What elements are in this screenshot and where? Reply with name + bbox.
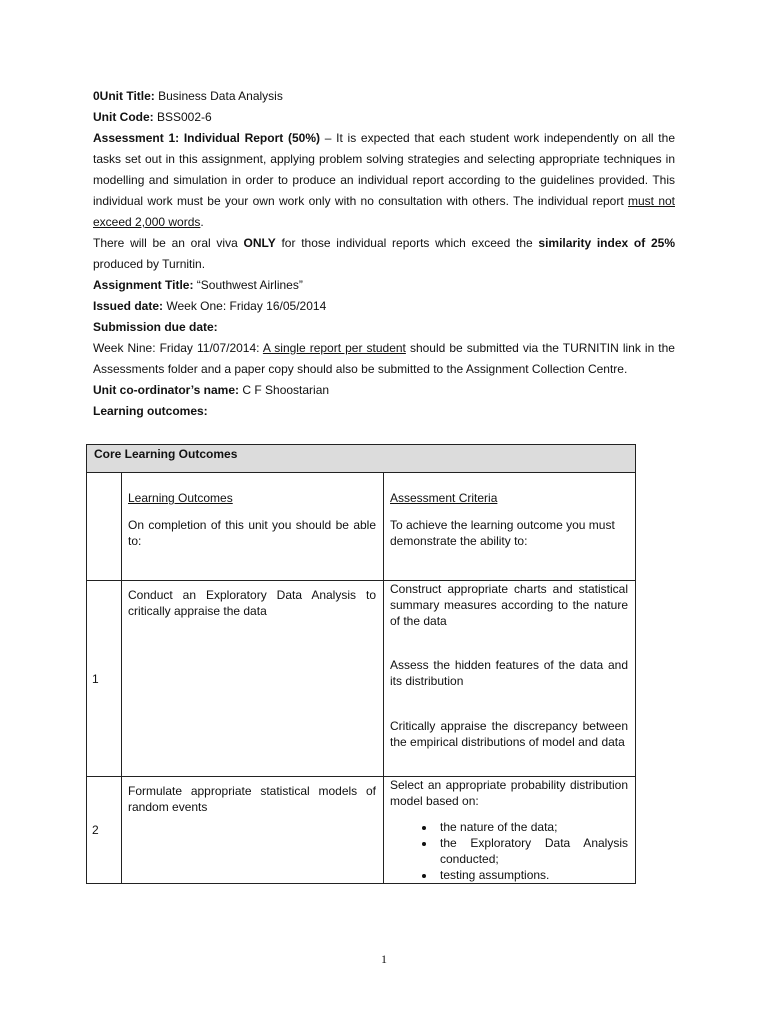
row-criteria-2: Assess the hidden features of the data and its distribution [390,658,628,688]
assignment-title: Assignment Title: “Southwest Airlines” [93,278,303,292]
row-criteria-intro: Select an appropriate probability distribution model based on: [390,778,628,808]
viva-paragraph: There will be an oral viva ONLY for those individual reports which exceed the similarity index of 25% produced by Turnitin. [93,236,676,271]
submission-label: Submission due date: [93,320,218,334]
col-assessment-criteria-title: Assessment Criteria [390,491,498,505]
unit-title: 0Unit Title: Business Data Analysis [93,89,283,103]
learning-outcomes-heading: Learning outcomes: [93,404,208,418]
row-number: 1 [87,581,122,777]
list-item: • testing assumptions. [436,867,628,883]
col-assessment-criteria-intro: To achieve the learning outcome you must demonstrate the ability to: [390,518,615,548]
table-row [87,777,636,884]
submission-paragraph: Week Nine: Friday 11/07/2014: A single report per student should be submitted via the TURNITIN link in the Assessments folder and a paper copy should also be submitted to the Assignment Collection Centre. [93,341,675,376]
issued-date: Issued date: Week One: Friday 16/05/2014 [93,299,327,313]
unit-code: Unit Code: BSS002-6 [93,110,212,124]
list-item: • the Exploratory Data Analysis conducted; [436,835,628,867]
table-intro-row [87,473,636,581]
row-outcome: Conduct an Exploratory Data Analysis to critically appraise the data [128,588,376,618]
learning-outcomes-table [86,444,636,884]
col-learning-outcomes-intro: On completion of this unit you should be able to: [128,518,376,548]
row-outcome: Formulate appropriate statistical models of random events [128,784,376,814]
page-number: 1 [381,952,387,966]
row-criteria-1: Construct appropriate charts and statistical summary measures according to the nature of the data [390,582,628,628]
document-body [93,86,675,422]
criteria-bullet-list [390,819,628,883]
col-learning-outcomes-title: Learning Outcomes [128,491,233,505]
table-row [87,581,636,777]
list-item: • the nature of the data; [436,819,628,835]
row-criteria-3: Critically appraise the discrepancy between the empirical distributions of model and data [390,719,628,749]
row-number: 2 [87,777,122,884]
table-header: Core Learning Outcomes [87,445,636,473]
assessment-paragraph: Assessment 1: Individual Report (50%) – It is expected that each student work independently on all the tasks set out in this assignment, applying problem solving strategies and selecting appropriate techniques in modelling and simulation in order to produce an individual report according to the guidelines provided. This individual work must be your own work only with no consultation with others. The individual report must not exceed 2,000 words. [93,131,675,229]
coordinator: Unit co-ordinator’s name: C F Shoostarian [93,383,330,397]
